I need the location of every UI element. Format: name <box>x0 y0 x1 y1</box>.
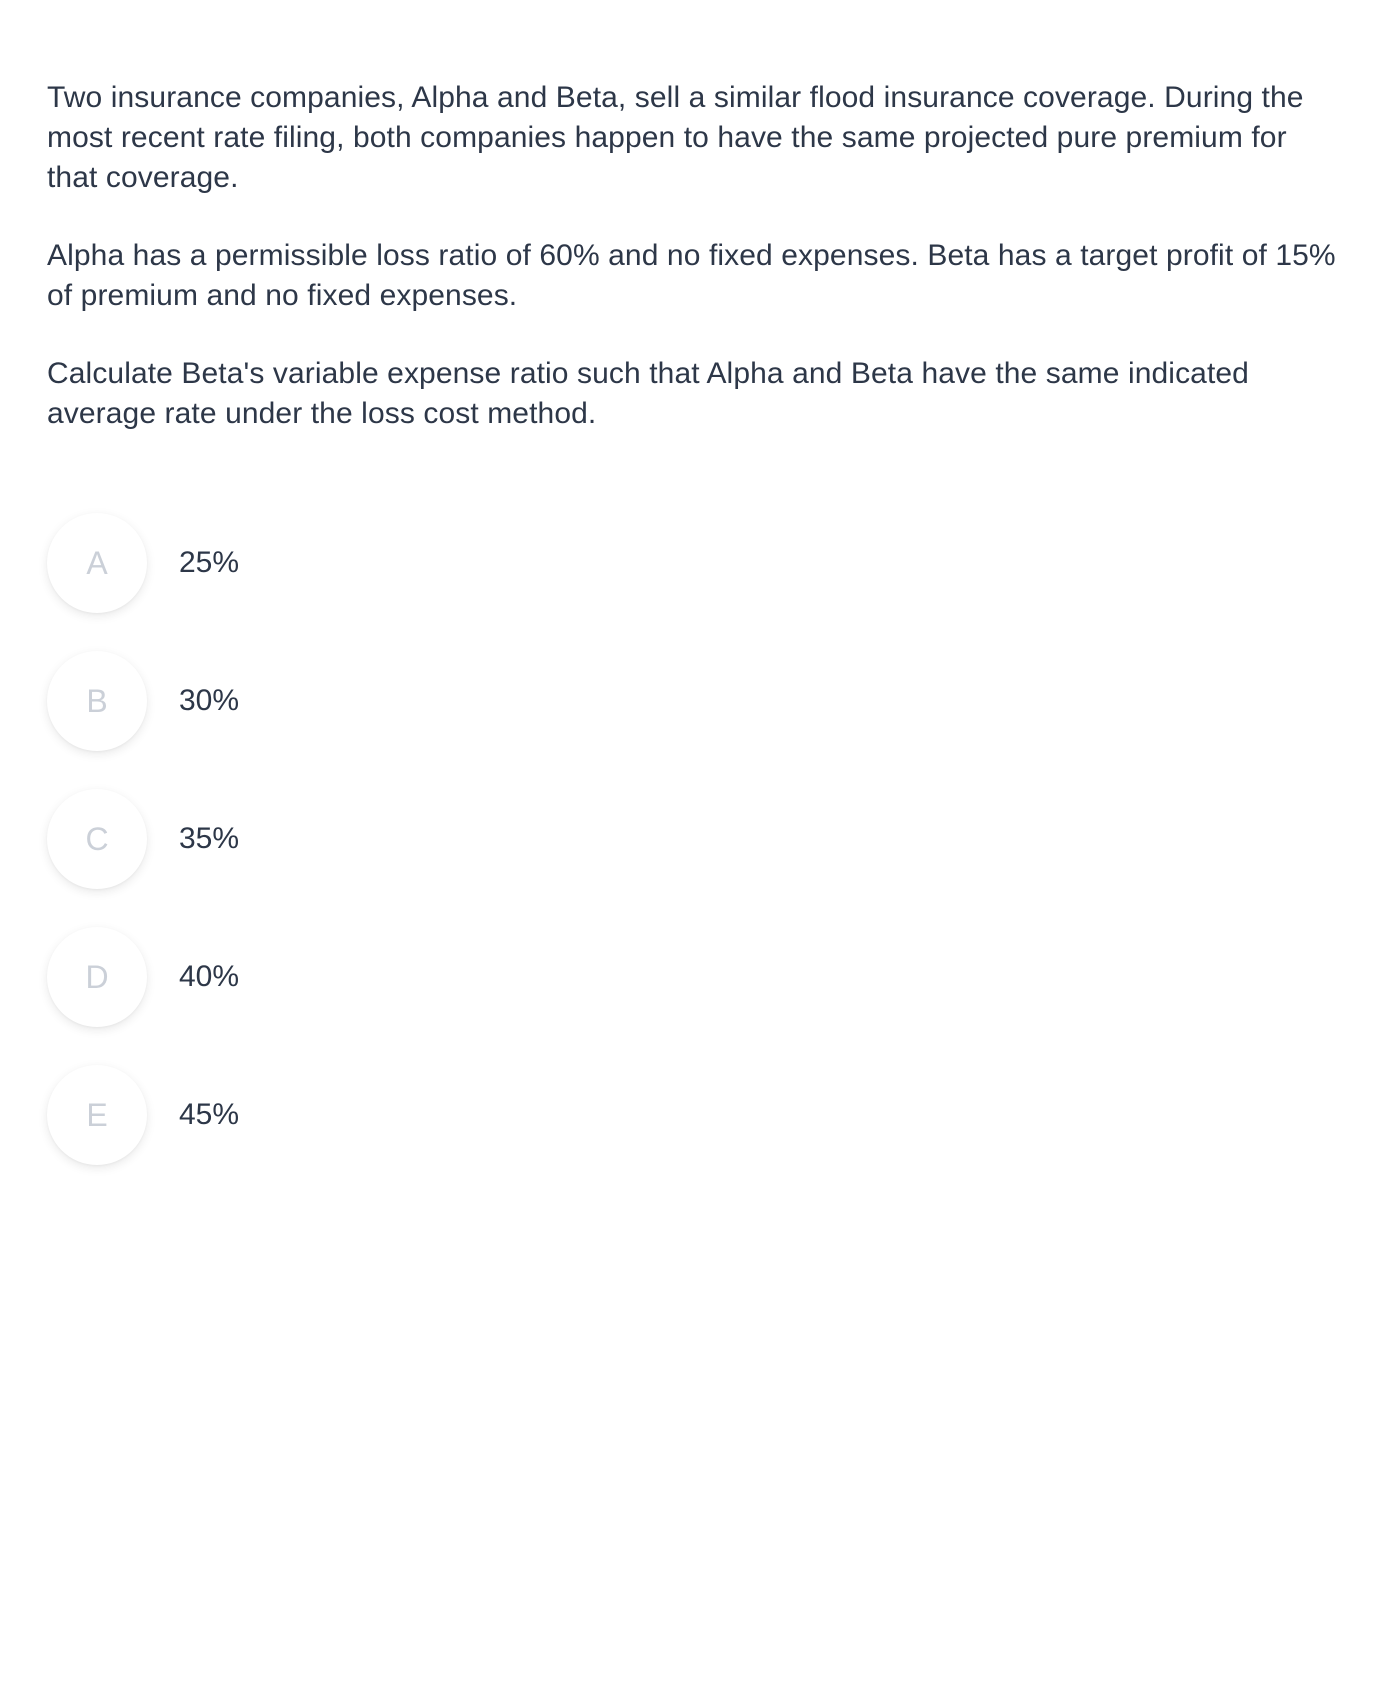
option-text: 25% <box>179 546 240 579</box>
answer-options <box>47 513 647 1203</box>
option-text: 30% <box>179 684 240 717</box>
option-letter-badge: C <box>47 789 147 889</box>
option-letter-badge: B <box>47 651 147 751</box>
question-stem <box>47 78 1337 472</box>
question-paragraph: Calculate Beta's variable expense ratio such that Alpha and Beta have the same indicated average rate under the loss cost method. <box>47 357 1249 430</box>
question-paragraph: Two insurance companies, Alpha and Beta, sell a similar flood insurance coverage. During the most recent rate filing, both companies happen to have the same projected pure premium for that coverage. <box>47 81 1304 194</box>
option-text: 35% <box>179 822 240 855</box>
question-paragraph: Alpha has a permissible loss ratio of 60% and no fixed expenses. Beta has a target profit of 15% of premium and no fixed expenses. <box>47 239 1336 312</box>
option-text: 45% <box>179 1098 240 1131</box>
option-letter-badge: D <box>47 927 147 1027</box>
answer-option-c[interactable] <box>47 789 647 889</box>
option-letter-badge: E <box>47 1065 147 1165</box>
option-text: 40% <box>179 960 240 993</box>
answer-option-e[interactable] <box>47 1065 647 1165</box>
answer-option-a[interactable] <box>47 513 647 613</box>
answer-option-d[interactable] <box>47 927 647 1027</box>
answer-option-b[interactable] <box>47 651 647 751</box>
option-letter-badge: A <box>47 513 147 613</box>
